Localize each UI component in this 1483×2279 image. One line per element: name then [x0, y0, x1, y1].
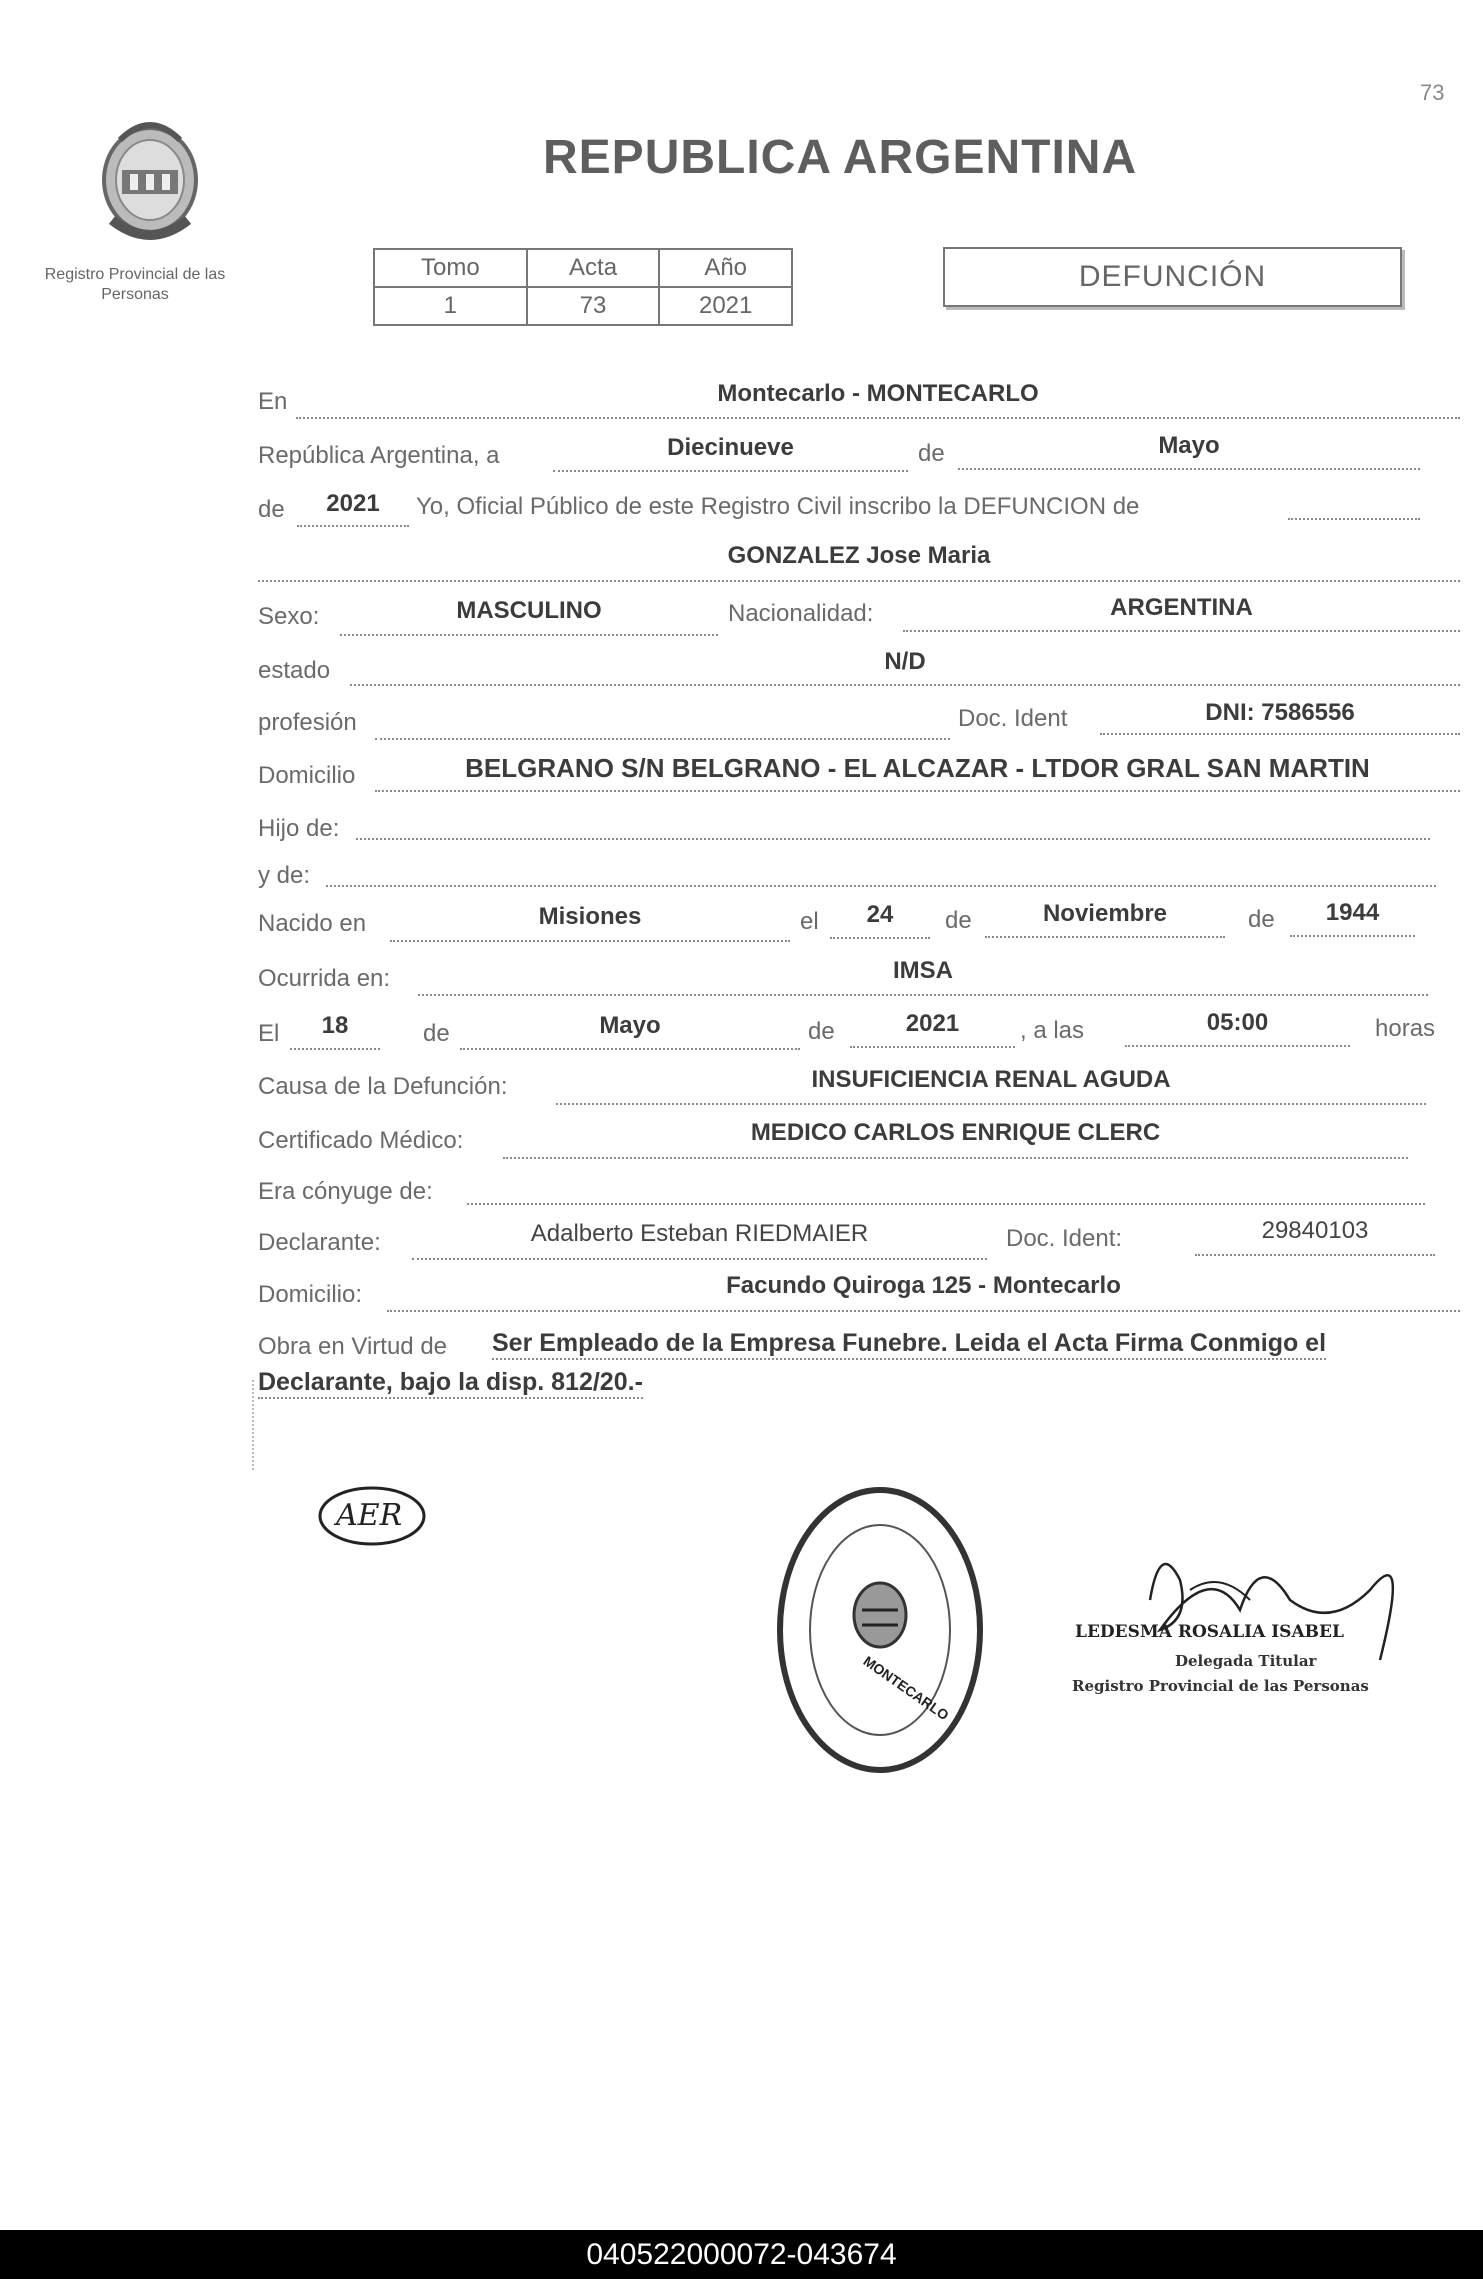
- death-time-value: 05:00: [1206, 1009, 1269, 1036]
- registry-table: [373, 248, 793, 326]
- nacionalidad-line: [903, 630, 1460, 632]
- record-type-box: DEFUNCIÓN: [943, 247, 1402, 307]
- ocurrida-line: [418, 994, 1428, 996]
- year-value: 2021: [326, 490, 380, 517]
- barcode-strip: 040522000072-043674: [0, 2230, 1483, 2279]
- profesion-label: profesión: [258, 709, 357, 736]
- doc-ident-label: Doc. Ident: [958, 705, 1068, 732]
- de-label-6: de: [808, 1018, 835, 1045]
- page-number: 73: [1420, 80, 1445, 105]
- death-day-value: 18: [321, 1012, 349, 1039]
- sexo-value: MASCULINO: [456, 597, 602, 624]
- registry-value-anio: 2021: [659, 287, 792, 325]
- declarante-doc-value: 29840103: [1261, 1217, 1369, 1244]
- estado-value: N/D: [884, 648, 926, 675]
- year-line: [297, 525, 409, 527]
- de-label-4: de: [1248, 906, 1275, 933]
- declarante-value: Adalberto Esteban RIEDMAIER: [530, 1220, 869, 1247]
- obra-text-2: Declarante, bajo la disp. 812/20.-: [258, 1368, 643, 1399]
- nacido-label: Nacido en: [258, 910, 367, 937]
- signatory-name: LEDESMA ROSALIA ISABEL: [1075, 1622, 1344, 1642]
- doc-ident-line: [1100, 733, 1460, 735]
- birth-month-value: Noviembre: [1042, 900, 1168, 927]
- registry-header-tomo: Tomo: [374, 249, 527, 287]
- causa-label: Causa de la Defunción:: [258, 1073, 508, 1100]
- nacionalidad-value: ARGENTINA: [1110, 594, 1253, 621]
- sexo-label: Sexo:: [258, 603, 320, 630]
- causa-line: [556, 1103, 1426, 1105]
- statement-line: [1288, 518, 1420, 520]
- domicilio-line: [375, 790, 1460, 792]
- margin-line: [252, 1380, 254, 1470]
- birth-day-value: 24: [866, 901, 894, 928]
- el-label: el: [800, 908, 819, 935]
- official-stamp: [770, 1480, 990, 1785]
- initials-text: AER: [336, 1498, 403, 1533]
- nacionalidad-label: Nacionalidad:: [728, 600, 874, 627]
- signatory-role: Delegada Titular: [1175, 1652, 1317, 1670]
- birth-day-line: [830, 937, 930, 939]
- stamp-city: MONTECARLO: [860, 1652, 952, 1724]
- horas-label: horas: [1375, 1015, 1436, 1042]
- declarante-line: [412, 1258, 987, 1260]
- statement-text: Yo, Oficial Público de este Registro Civil inscribo la DEFUNCION de: [416, 493, 1140, 520]
- month-value: Mayo: [1158, 432, 1220, 459]
- ocurrida-value: IMSA: [893, 957, 953, 984]
- place-value: Montecarlo - MONTECARLO: [717, 380, 1039, 407]
- domicilio2-line: [387, 1310, 1460, 1312]
- emblem-caption: Registro Provincial de las Personas: [44, 266, 226, 303]
- birth-month-line: [985, 936, 1225, 938]
- certificado-value: MEDICO CARLOS ENRIQUE CLERC: [750, 1119, 1161, 1146]
- y-de-line: [326, 885, 1436, 887]
- nacido-line: [390, 940, 790, 942]
- registry-header-acta: Acta: [527, 249, 660, 287]
- day-line: [553, 470, 908, 472]
- misiones-coat-of-arms-icon: [50, 100, 210, 260]
- page-title: REPUBLICA ARGENTINA: [543, 131, 1138, 184]
- death-month-value: Mayo: [599, 1012, 661, 1039]
- deceased-name-value: GONZALEZ Jose Maria: [727, 542, 991, 569]
- hijo-label: Hijo de:: [258, 815, 340, 842]
- registry-header-anio: Año: [659, 249, 792, 287]
- alas-label: , a las: [1020, 1017, 1085, 1044]
- causa-value: INSUFICIENCIA RENAL AGUDA: [811, 1066, 1171, 1093]
- month-line: [958, 468, 1420, 470]
- death-time-line: [1125, 1045, 1350, 1047]
- conyuge-label: Era cónyuge de:: [258, 1178, 433, 1205]
- republica-label: República Argentina, a: [258, 442, 500, 469]
- nacido-lugar-value: Misiones: [538, 903, 642, 930]
- hijo-line: [356, 838, 1430, 840]
- de-label-5: de: [423, 1020, 450, 1047]
- obra-label: Obra en Virtud de: [258, 1333, 448, 1360]
- domicilio2-label: Domicilio:: [258, 1281, 363, 1308]
- registry-stamp-icon: [770, 1480, 990, 1780]
- death-year-value: 2021: [905, 1010, 960, 1037]
- declarante-doc-line: [1195, 1254, 1435, 1256]
- de-label-3: de: [945, 907, 972, 934]
- estado-label: estado: [258, 657, 331, 684]
- death-year-line: [850, 1046, 1015, 1048]
- declarante-doc-label: Doc. Ident:: [1006, 1225, 1123, 1252]
- signatory-office: Registro Provincial de las Personas: [1072, 1677, 1369, 1695]
- death-day-line: [290, 1048, 380, 1050]
- profesion-line: [375, 738, 950, 740]
- conyuge-line: [467, 1203, 1425, 1205]
- domicilio-value: BELGRANO S/N BELGRANO - EL ALCAZAR - LTDOR GRAL SAN MARTIN: [465, 753, 1370, 783]
- de-label-2: de: [258, 496, 285, 523]
- registry-value-tomo: 1: [374, 287, 527, 325]
- birth-year-value: 1944: [1325, 899, 1380, 926]
- day-words-value: Diecinueve: [667, 434, 794, 461]
- domicilio2-value: Facundo Quiroga 125 - Montecarlo: [726, 1272, 1121, 1299]
- certificado-line: [503, 1157, 1408, 1159]
- registry-value-acta: 73: [527, 287, 660, 325]
- doc-ident-value: DNI: 7586556: [1205, 699, 1355, 726]
- registry-header-row: [374, 249, 792, 287]
- name-line: [258, 580, 1460, 582]
- registry-value-row: [374, 287, 792, 325]
- ocurrida-label: Ocurrida en:: [258, 965, 391, 992]
- en-line: [296, 417, 1460, 419]
- certificado-label: Certificado Médico:: [258, 1127, 464, 1154]
- el2-label: El: [258, 1020, 280, 1047]
- y-de-label: y de:: [258, 862, 311, 889]
- birth-year-line: [1290, 935, 1415, 937]
- en-label: En: [258, 388, 288, 415]
- initials-mark: [314, 1480, 434, 1555]
- de-label-1: de: [918, 440, 945, 467]
- declarante-label: Declarante:: [258, 1229, 381, 1256]
- domicilio-label: Domicilio: [258, 762, 356, 789]
- death-month-line: [460, 1048, 800, 1050]
- obra-text-1: Ser Empleado de la Empresa Funebre. Leida el Acta Firma Conmigo el: [492, 1329, 1326, 1360]
- sexo-line: [340, 634, 718, 636]
- estado-line: [350, 684, 1460, 686]
- provincial-emblem: [44, 100, 226, 305]
